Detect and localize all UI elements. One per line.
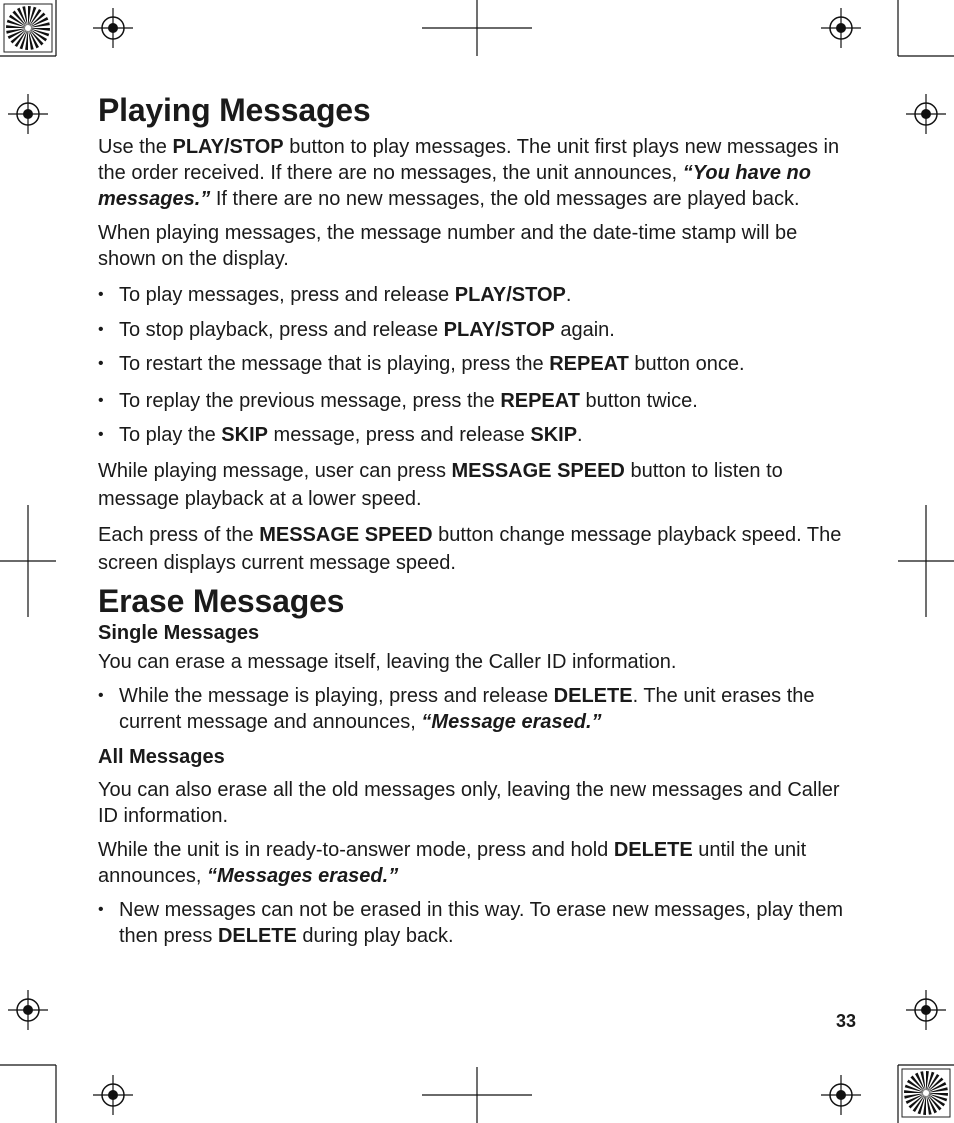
text-run: Each press of the xyxy=(98,524,260,546)
text-run: . The unit erases the current message and announces, xyxy=(119,685,815,733)
list-item xyxy=(98,683,858,735)
list-item xyxy=(98,317,858,343)
text-run: button once. xyxy=(628,353,745,375)
list-item xyxy=(98,388,858,414)
key-term: SKIP xyxy=(221,424,268,446)
text-run: To restart the message that is playing, press the xyxy=(119,353,550,375)
subheading-single-messages: Single Messages xyxy=(98,622,260,644)
text-run: button twice. xyxy=(579,390,698,412)
key-term: DELETE xyxy=(553,685,633,707)
key-term: PLAY/STOP xyxy=(172,136,284,158)
playing-intro-paragraph xyxy=(98,134,858,212)
single-messages-paragraph xyxy=(98,649,858,675)
section-title-playing-messages: Playing Messages xyxy=(98,92,371,128)
text-run: When playing messages, the message number and the date-time stamp will be shown on the display. xyxy=(98,222,798,270)
ready-to-answer-paragraph xyxy=(98,837,858,889)
text-run: To replay the previous message, press the xyxy=(119,390,501,412)
announcement-quote: “Messages erased.” xyxy=(206,865,399,887)
text-run: If there are no new messages, the old messages are played back. xyxy=(210,188,800,210)
all-messages-paragraph xyxy=(98,777,858,829)
key-term: REPEAT xyxy=(500,390,580,412)
key-term: DELETE xyxy=(217,925,297,947)
list-item xyxy=(98,351,858,377)
announcement-quote: “Message erased.” xyxy=(421,711,602,733)
key-term: PLAY/STOP xyxy=(443,319,555,341)
text-run: button change message playback speed. The screen displays current message speed. xyxy=(98,524,842,574)
playing-bullet-list xyxy=(98,282,858,448)
key-term: REPEAT xyxy=(549,353,629,375)
all-messages-bullet-list xyxy=(98,897,858,949)
text-run: button to play messages. The unit first plays new messages in the order received. If there are no messages, the unit announces, xyxy=(98,136,840,184)
text-run: button to listen to message playback at a lower speed. xyxy=(98,460,783,510)
star-target-center xyxy=(25,25,31,31)
list-item xyxy=(98,422,858,448)
text-run: New messages can not be erased in this way. To erase new messages, play them then press xyxy=(119,899,844,947)
text-run: To stop playback, press and release xyxy=(119,319,444,341)
key-term: PLAY/STOP xyxy=(454,284,566,306)
key-term: SKIP xyxy=(530,424,578,446)
text-run: To play messages, press and release xyxy=(119,284,455,306)
page-content xyxy=(98,92,858,949)
text-run: You can erase a message itself, leaving the Caller ID information. xyxy=(98,651,677,673)
text-run: While the unit is in ready-to-answer mode, press and hold xyxy=(98,839,614,861)
playing-display-paragraph xyxy=(98,220,858,272)
list-item xyxy=(98,897,858,949)
message-speed-paragraph xyxy=(98,457,858,513)
star-target-center xyxy=(923,1090,929,1096)
text-run: . xyxy=(565,284,572,306)
single-messages-bullet-list xyxy=(98,683,858,735)
text-run: message, press and release xyxy=(267,424,531,446)
announcement-quote: “You have no messages.” xyxy=(98,162,811,210)
list-item xyxy=(98,282,858,308)
key-term: MESSAGE SPEED xyxy=(259,524,433,546)
subheading-all-messages: All Messages xyxy=(98,746,225,768)
key-term: DELETE xyxy=(613,839,693,861)
text-run: until the unit announces, xyxy=(98,839,807,887)
text-run: . xyxy=(577,424,583,446)
text-run: While the message is playing, press and release xyxy=(119,685,554,707)
text-run: To play the xyxy=(119,424,222,446)
section-title-erase-messages: Erase Messages xyxy=(98,583,345,619)
text-run: You can also erase all the old messages only, leaving the new messages and Caller ID information. xyxy=(98,779,840,827)
text-run: again. xyxy=(554,319,615,341)
message-speed-press-paragraph xyxy=(98,521,858,577)
page-number: 33 xyxy=(835,1011,856,1031)
text-run: during play back. xyxy=(296,925,454,947)
text-run: Use the xyxy=(98,136,173,158)
key-term: MESSAGE SPEED xyxy=(451,460,625,482)
text-run: While playing message, user can press xyxy=(98,460,452,482)
